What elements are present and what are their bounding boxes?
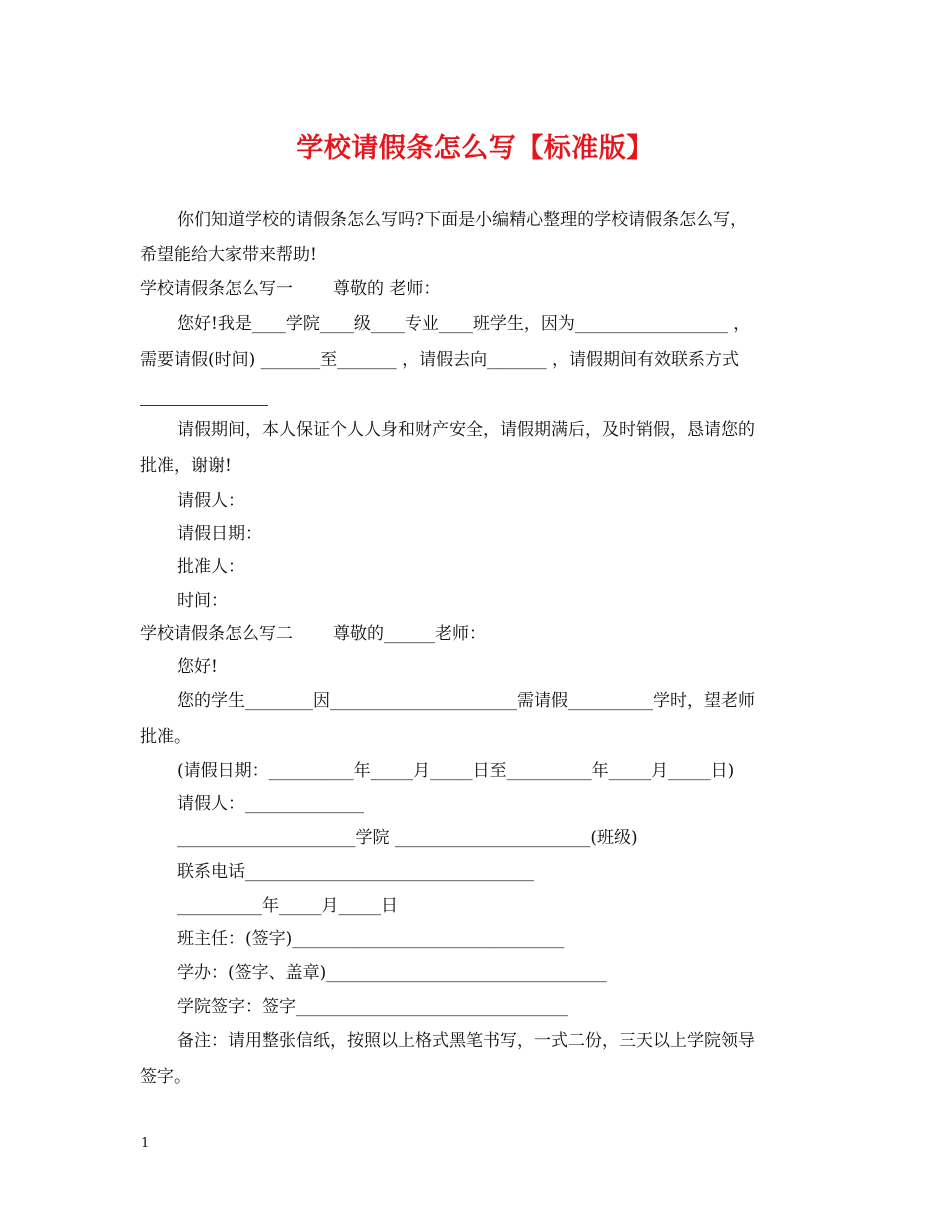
- sample2-college-sign: 学院签字：签字________________________________: [177, 997, 568, 1017]
- sample1-body-line-2: 需要请假(时间) _______至_______ ，请假去向_______ ，请假期间有效联系方式: [140, 350, 739, 370]
- sample2-note-line-2: 签字。: [140, 1067, 191, 1087]
- sample1-body-line-1: 您好!我是____学院____级____专业____班学生，因为__________________ ，: [177, 314, 751, 334]
- sample2-body-line-2: 批准。: [140, 727, 191, 747]
- sample2-college-class: _____________________学院 _______________________(班级): [177, 828, 638, 848]
- sample1-heading-row: [140, 272, 812, 306]
- sample2-leave-dates: (请假日期：__________年_____月_____日至__________年_____月_____日): [177, 761, 735, 781]
- sample1-promise-line-2: 批准，谢谢!: [140, 456, 232, 476]
- sample2-heading-row: [140, 617, 812, 651]
- sample2-body-line-1: 您的学生________因______________________需请假__________学时，望老师: [177, 691, 755, 711]
- sample1-applicant: 请假人：: [177, 491, 245, 511]
- sample2-salutation: 尊敬的______老师：: [333, 624, 486, 644]
- sample2-office-sign: 学办：(签字、盖章)_________________________________: [177, 963, 607, 983]
- sample2-heading: 学校请假条怎么写二: [140, 624, 293, 644]
- intro-line-1: 你们知道学校的请假条怎么写吗?下面是小编精心整理的学校请假条怎么写，: [177, 210, 748, 230]
- sample1-promise-line-1: 请假期间，本人保证个人人身和财产安全，请假期满后，及时销假，恳请您的: [177, 420, 755, 440]
- sample1-time: 时间：: [177, 591, 228, 611]
- sample2-greeting: 您好!: [177, 657, 218, 677]
- intro-line-2: 希望能给大家带来帮助!: [140, 245, 317, 265]
- sample2-note-line-1: 备注：请用整张信纸，按照以上格式黑笔书写，一式二份，三天以上学院领导: [177, 1031, 755, 1051]
- document-title: 学校请假条怎么写【标准版】: [296, 133, 654, 164]
- sample2-head-teacher-sign: 班主任：(签字)________________________________: [177, 929, 565, 949]
- sample2-phone: 联系电话__________________________________: [177, 862, 534, 882]
- sample2-applicant: 请假人：______________: [177, 794, 364, 814]
- page-number: 1: [141, 1136, 150, 1151]
- contact-blank-line: [140, 405, 268, 406]
- sample2-date: __________年_____月_____日: [177, 896, 398, 916]
- sample1-salutation: 尊敬的 老师：: [333, 279, 441, 299]
- sample1-heading: 学校请假条怎么写一: [140, 279, 293, 299]
- sample1-date: 请假日期：: [177, 524, 262, 544]
- sample1-approver: 批准人：: [177, 557, 245, 577]
